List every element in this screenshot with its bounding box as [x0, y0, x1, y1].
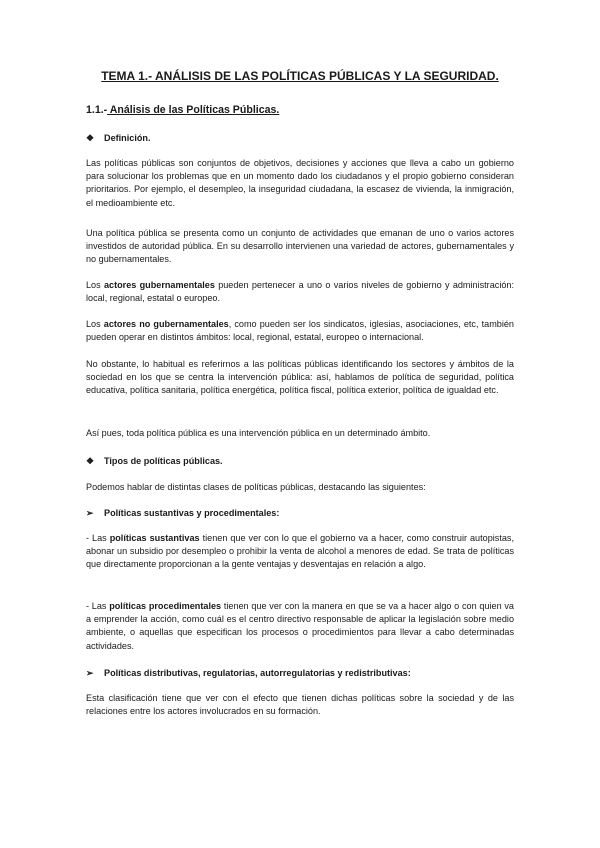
text-run: tienen que ver con la manera en que se va a hacer algo o con quien va a emprender la acción, como cuál es el centro directivo responsable de aplicar la legislación sobre medio ambiente, o aquellas que especifican los procesos o procedimientos para llevar a cabo determinadas actividades.: [86, 601, 514, 651]
bullet-label: Definición.: [104, 133, 151, 143]
bullet-label: Políticas distributivas, regulatorias, autorregulatorias y redistributivas:: [104, 668, 411, 678]
paragraph-3: [86, 279, 514, 305]
bold-term: políticas sustantivas: [109, 533, 200, 543]
diamond-bullet-icon: ❖: [86, 456, 95, 466]
bullet-distributivas: [86, 667, 411, 680]
text-run: Los: [86, 280, 104, 290]
bold-term: actores gubernamentales: [103, 280, 215, 290]
paragraph-7: Podemos hablar de distintas clases de políticas públicas, destacando las siguientes:: [86, 482, 426, 492]
paragraph-8: [86, 532, 514, 572]
document-title: TEMA 1.- ANÁLISIS DE LAS POLÍTICAS PÚBLICAS Y LA SEGURIDAD.: [101, 69, 499, 83]
paragraph-6: Así pues, toda política pública es una intervención pública en un determinado ámbito.: [86, 428, 431, 438]
arrow-bullet-icon: ➢: [86, 668, 94, 678]
diamond-bullet-icon: ❖: [86, 133, 95, 143]
bullet-tipos: [86, 455, 223, 468]
text-run: - Las: [86, 533, 110, 543]
section-heading: [86, 104, 279, 117]
section-number: 1.1.-: [86, 104, 108, 116]
paragraph-5: No obstante, lo habitual es referirnos a las políticas públicas identificando los sectores y ámbitos de la sociedad en los que se centra la intervención pública: así, hablamos de política de seguridad, política educativa, política sanitaria, política energética, política fiscal, política exterior, política de igualdad etc.: [86, 359, 514, 396]
bold-term: políticas procedimentales: [109, 601, 222, 611]
bullet-definicion: [86, 132, 150, 145]
text-run: tienen que ver con lo que el gobierno va a hacer, como construir autopistas, abonar un subsidio por desempleo o prohibir la venta de alcohol a menores de edad. Se trata de políticas que directamente proporcionan a la gente ventajas y desventajas en relación a algo.: [86, 533, 514, 570]
text-run: - Las: [86, 601, 110, 611]
text-run: , como pueden ser los sindicatos, iglesias, asociaciones, etc, también pueden operar en distintos ámbitos: local, regional, estatal, europeo o internacional.: [86, 319, 514, 343]
paragraph-1: Las políticas públicas son conjuntos de objetivos, decisiones y acciones que lleva a cabo un gobierno para solucionar los problemas que en un momento dado los ciudadanos y el propio gobierno consideran prioritarios. Por ejemplo, el desempleo, la inseguridad ciudadana, la escasez de vivienda, la inmigración, el medioambiente etc.: [86, 158, 514, 208]
paragraph-2: Una política pública se presenta como un conjunto de actividades que emanan de uno o varios actores investidos de autoridad pública. En su desarrollo intervienen una variedad de actores, gubernamentales y no gubernamentales.: [86, 228, 514, 265]
text-run: pueden pertenecer a uno o varios niveles de gobierno y administración: local, regional, estatal o europeo.: [86, 280, 514, 304]
bullet-label: Políticas sustantivas y procedimentales:: [104, 508, 280, 518]
bold-term: actores no gubernamentales: [103, 319, 229, 329]
paragraph-10: Esta clasificación tiene que ver con el efecto que tienen dichas políticas sobre la sociedad y de las relaciones entre los actores involucrados en su formación.: [86, 693, 514, 717]
arrow-bullet-icon: ➢: [86, 508, 94, 518]
paragraph-9: [86, 600, 514, 653]
paragraph-4: [86, 318, 514, 344]
section-title: Análisis de las Políticas Públicas.: [107, 104, 280, 116]
bullet-sustantivas: [86, 507, 279, 520]
bullet-label: Tipos de políticas públicas.: [104, 456, 223, 466]
text-run: Los: [86, 319, 104, 329]
